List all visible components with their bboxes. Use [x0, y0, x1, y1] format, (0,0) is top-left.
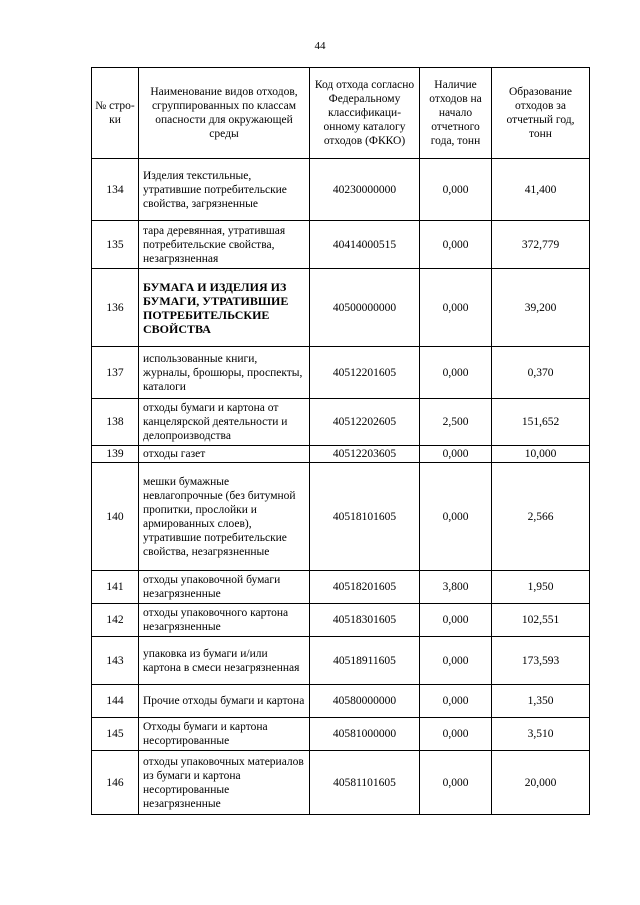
header-row-number: № стро-ки: [92, 68, 139, 159]
start-balance: 0,000: [420, 159, 492, 221]
waste-code: 40518911605: [310, 637, 420, 685]
table-row: [92, 221, 590, 269]
waste-name: упаковка из бумаги и/или картона в смеси незагрязненная: [139, 637, 310, 685]
row-number: 134: [92, 159, 139, 221]
formed-amount: 20,000: [492, 751, 590, 815]
waste-name: отходы упаковочного картона незагрязненные: [139, 604, 310, 637]
waste-name: Отходы бумаги и картона несортированные: [139, 718, 310, 751]
waste-name: отходы бумаги и картона от канцелярской деятельности и делопроизводства: [139, 399, 310, 446]
table-row: [92, 604, 590, 637]
row-number: 135: [92, 221, 139, 269]
row-number: 143: [92, 637, 139, 685]
row-number: 136: [92, 269, 139, 347]
waste-code: 40581000000: [310, 718, 420, 751]
formed-amount: 102,551: [492, 604, 590, 637]
header-formed: Образование отходов за отчетный год, тонн: [492, 68, 590, 159]
formed-amount: 41,400: [492, 159, 590, 221]
formed-amount: 0,370: [492, 347, 590, 399]
table-row: [92, 718, 590, 751]
header-waste-name: Наименование видов отходов, сгруппированных по классам опасности для окружающей среды: [139, 68, 310, 159]
waste-code: 40518301605: [310, 604, 420, 637]
header-start-balance: Наличие отходов на начало отчетного года, тонн: [420, 68, 492, 159]
waste-name: Прочие отходы бумаги и картона: [139, 685, 310, 718]
row-number: 137: [92, 347, 139, 399]
table-row: [92, 399, 590, 446]
start-balance: 0,000: [420, 751, 492, 815]
waste-name: отходы упаковочной бумаги незагрязненные: [139, 571, 310, 604]
start-balance: 0,000: [420, 718, 492, 751]
row-number: 138: [92, 399, 139, 446]
formed-amount: 372,779: [492, 221, 590, 269]
waste-code: 40500000000: [310, 269, 420, 347]
header-waste-code: Код отхода согласно Федеральному классификаци-онному каталогу отходов (ФККО): [310, 68, 420, 159]
table-header-row: [92, 68, 590, 159]
table-row: [92, 751, 590, 815]
waste-table: [91, 67, 590, 815]
formed-amount: 173,593: [492, 637, 590, 685]
waste-name: мешки бумажные невлагопрочные (без битумной пропитки, прослойки и армированных слоев), утратившие потребительские свойства, незагрязненные: [139, 463, 310, 571]
waste-name: БУМАГА И ИЗДЕЛИЯ ИЗ БУМАГИ, УТРАТИВШИЕ ПОТРЕБИТЕЛЬСКИЕ СВОЙСТВА: [139, 269, 310, 347]
row-number: 145: [92, 718, 139, 751]
waste-code: 40512203605: [310, 446, 420, 463]
waste-code: 40512202605: [310, 399, 420, 446]
row-number: 144: [92, 685, 139, 718]
waste-code: 40518101605: [310, 463, 420, 571]
start-balance: 0,000: [420, 221, 492, 269]
start-balance: 0,000: [420, 347, 492, 399]
waste-code: 40414000515: [310, 221, 420, 269]
table-row: [92, 159, 590, 221]
table-row: [92, 685, 590, 718]
row-number: 141: [92, 571, 139, 604]
waste-name: тара деревянная, утратившая потребительские свойства, незагрязненная: [139, 221, 310, 269]
row-number: 146: [92, 751, 139, 815]
waste-code: 40580000000: [310, 685, 420, 718]
start-balance: 0,000: [420, 269, 492, 347]
waste-code: 40518201605: [310, 571, 420, 604]
waste-name: использованные книги, журналы, брошюры, проспекты, каталоги: [139, 347, 310, 399]
table-row: [92, 347, 590, 399]
formed-amount: 1,350: [492, 685, 590, 718]
table-row: [92, 446, 590, 463]
table-row: [92, 571, 590, 604]
waste-name: отходы газет: [139, 446, 310, 463]
table-row: [92, 637, 590, 685]
waste-code: 40581101605: [310, 751, 420, 815]
table-row: [92, 463, 590, 571]
waste-name: Изделия текстильные, утратившие потребительские свойства, загрязненные: [139, 159, 310, 221]
start-balance: 0,000: [420, 637, 492, 685]
waste-code: 40512201605: [310, 347, 420, 399]
formed-amount: 10,000: [492, 446, 590, 463]
start-balance: 3,800: [420, 571, 492, 604]
formed-amount: 151,652: [492, 399, 590, 446]
formed-amount: 3,510: [492, 718, 590, 751]
formed-amount: 39,200: [492, 269, 590, 347]
waste-code: 40230000000: [310, 159, 420, 221]
table-row: [92, 269, 590, 347]
start-balance: 0,000: [420, 446, 492, 463]
start-balance: 0,000: [420, 685, 492, 718]
row-number: 140: [92, 463, 139, 571]
row-number: 142: [92, 604, 139, 637]
formed-amount: 1,950: [492, 571, 590, 604]
start-balance: 0,000: [420, 604, 492, 637]
formed-amount: 2,566: [492, 463, 590, 571]
waste-name: отходы упаковочных материалов из бумаги и картона несортированные незагрязненные: [139, 751, 310, 815]
start-balance: 0,000: [420, 463, 492, 571]
row-number: 139: [92, 446, 139, 463]
page-number: 44: [314, 40, 326, 52]
start-balance: 2,500: [420, 399, 492, 446]
